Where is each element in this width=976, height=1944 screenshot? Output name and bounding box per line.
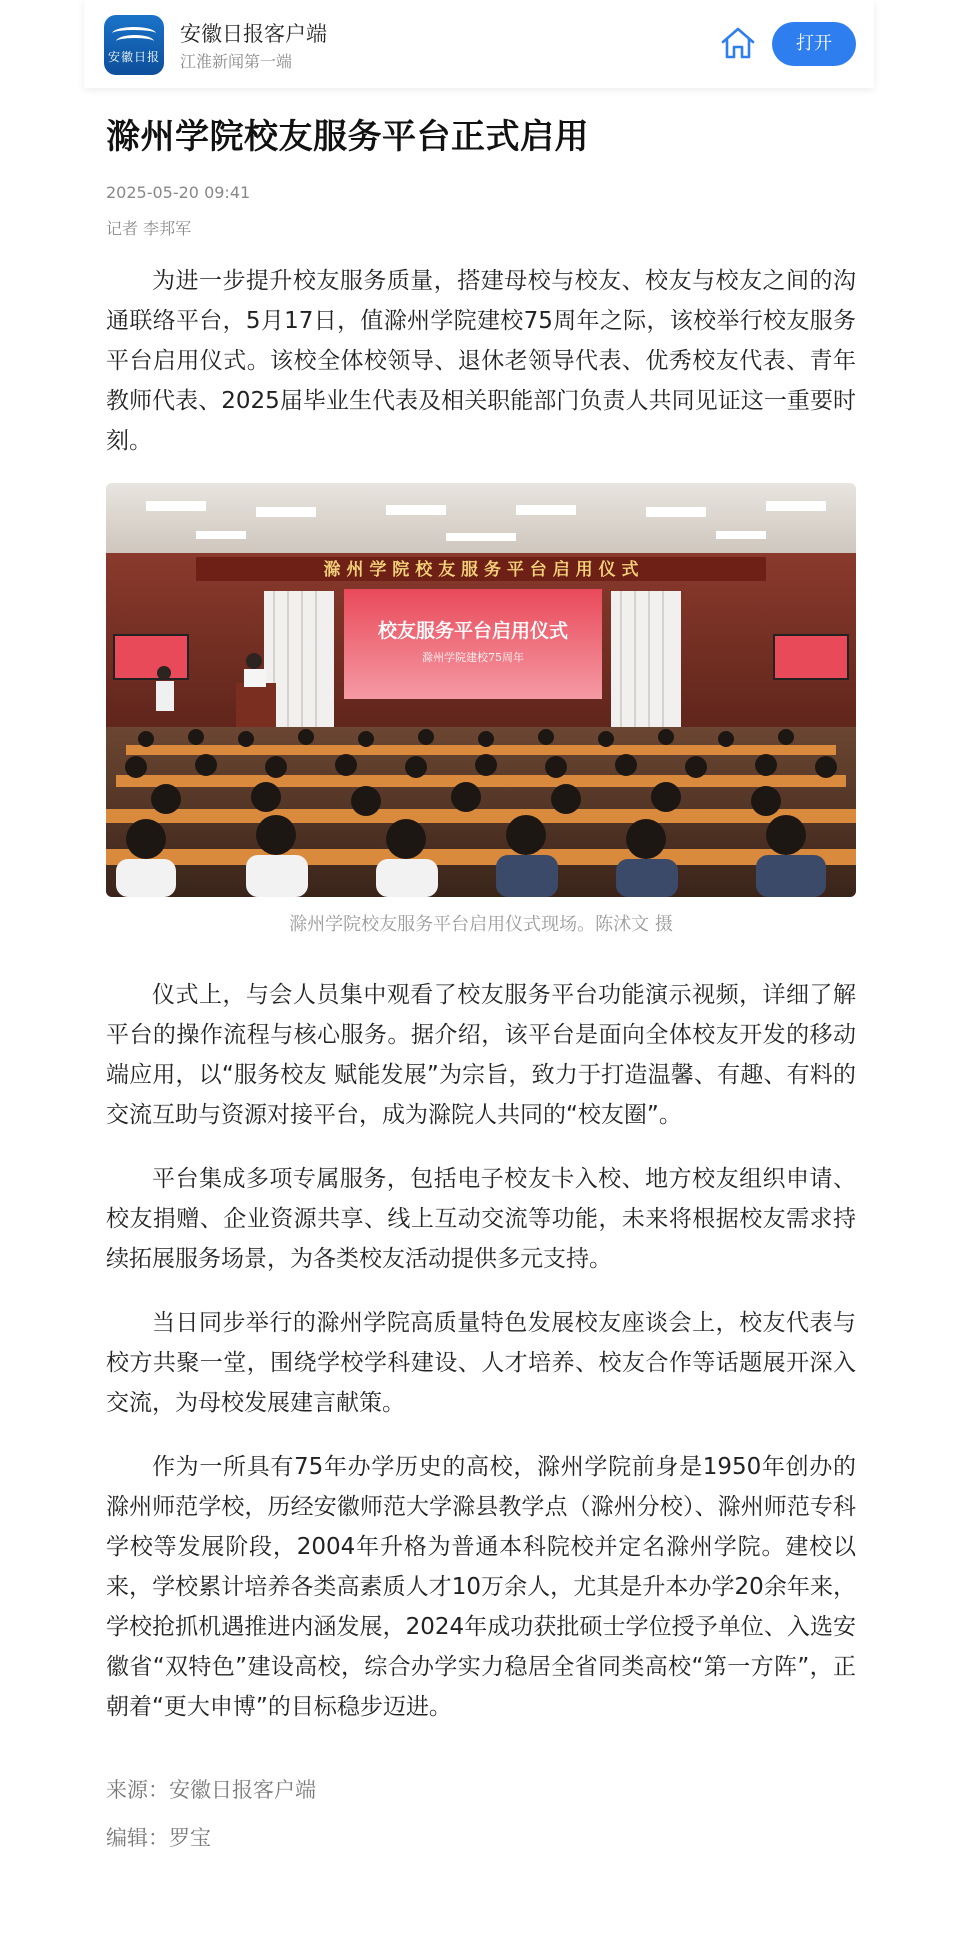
- article-source: 来源：安徽日报客户端: [106, 1778, 316, 1802]
- app-slogan: 江淮新闻第一端: [180, 52, 293, 71]
- article: [106, 112, 856, 1853]
- article-paragraph: 平台集成多项专属服务，包括电子校友卡入校、地方校友组织申请、校友捐赠、企业资源共享、线上互动交流等功能，未来将根据校友需求持续拓展服务场景，为各类校友活动提供多元支持。: [106, 1166, 856, 1272]
- photo-screen-title: 校友服务平台启用仪式: [377, 620, 569, 642]
- article-editor: 编辑：罗宝: [106, 1826, 211, 1850]
- article-paragraph: 作为一所具有75年办学历史的高校，滁州学院前身是1950年创办的滁州师范学校，历经安徽师范大学滁县教学点（滁州分校）、滁州师范专科学校等发展阶段，2004年升格为普通本科院校并定名滁州学院。建校以来，学校累计培养各类高素质人才10万余人，尤其是升本办学20余年来，学校抢抓机遇推进内涵发展，2024年成功获批硕士学位授予单位、入选安徽省“双特色”建设高校，综合办学实力稳居全省同类高校“第一方阵”，正朝着“更大申博”的目标稳步迈进。: [106, 1454, 856, 1720]
- photo-screen-subtitle: 滁州学院建校75周年: [422, 651, 524, 664]
- article-author: 记者 李邦军: [106, 219, 192, 238]
- article-paragraph: 为进一步提升校友服务质量，搭建母校与校友、校友与校友之间的沟通联络平台，5月17日，值滁州学院建校75周年之际，该校举行校友服务平台启用仪式。该校全体校领导、退休老领导代表、优秀校友代表、青年教师代表、2025届毕业生代表及相关职能部门负责人共同见证这一重要时刻。: [106, 268, 856, 454]
- publish-date: 2025-05-20 09:41: [106, 183, 251, 202]
- app-name: 安徽日报客户端: [180, 22, 327, 46]
- photo-caption: 滁州学院校友服务平台启用仪式现场。陈沭文 摄: [289, 914, 673, 935]
- logo-text: 安徽日报: [107, 50, 160, 64]
- open-app-button[interactable]: 打开: [772, 22, 856, 66]
- app-download-banner: [84, 0, 874, 88]
- ceremony-photo-illustration: [106, 483, 856, 897]
- article-paragraph: 当日同步举行的滁州学院高质量特色发展校友座谈会上，校友代表与校方共聚一堂，围绕学校学科建设、人才培养、校友合作等话题展开深入交流，为母校发展建言献策。: [106, 1310, 856, 1416]
- photo-banner-text: 滁 州 学 院 校 友 服 务 平 台 启 用 仪 式: [323, 560, 639, 580]
- article-title: 滁州学院校友服务平台正式启用: [106, 117, 589, 157]
- article-paragraph: 仪式上，与会人员集中观看了校友服务平台功能演示视频，详细了解平台的操作流程与核心服务。据介绍，该平台是面向全体校友开发的移动端应用，以“服务校友 赋能发展”为宗旨，致力于打造温馨、有趣、有料的交流互助与资源对接平台，成为滁院人共同的“校友圈”。: [106, 982, 856, 1128]
- home-icon[interactable]: [720, 26, 756, 60]
- article-photo[interactable]: [106, 483, 856, 897]
- app-logo[interactable]: [104, 15, 164, 75]
